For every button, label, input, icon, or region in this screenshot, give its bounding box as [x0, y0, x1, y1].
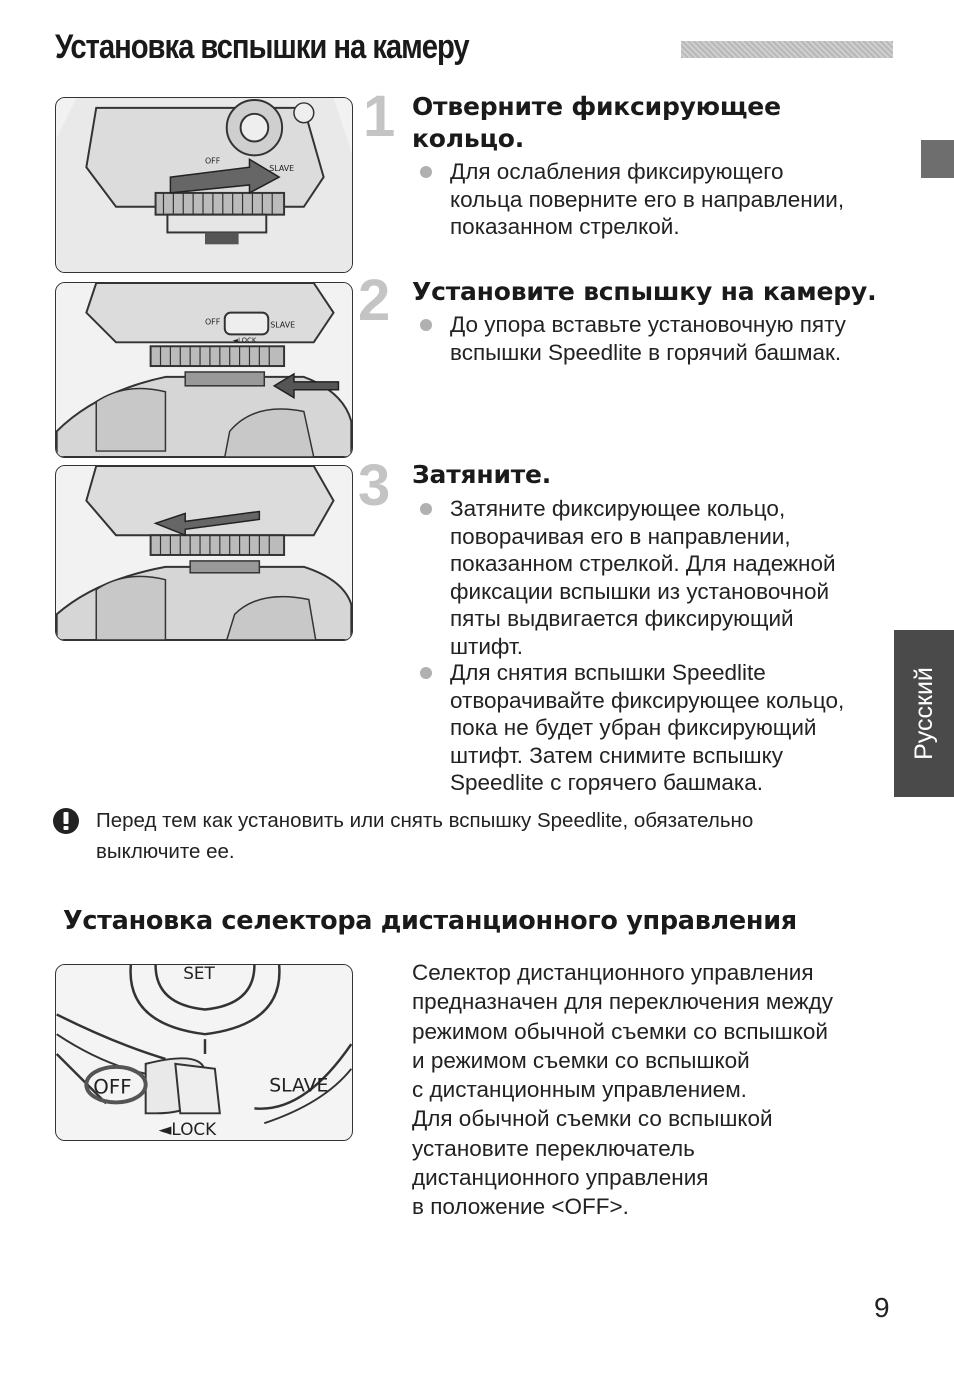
- svg-text:OFF: OFF: [204, 317, 221, 327]
- step-number-2: 2: [358, 268, 391, 333]
- caution-text: [96, 805, 856, 867]
- svg-text:◄LOCK: ◄LOCK: [232, 336, 257, 345]
- bullet-line: Затяните фиксирующее кольцо,: [450, 496, 786, 521]
- body-line: установите переключатель: [412, 1135, 695, 1161]
- section-title: Установка селектора дистанционного управления: [63, 906, 797, 936]
- step-1-title: [412, 91, 781, 155]
- title-decoration-bar: [681, 41, 893, 58]
- illustration-remote-selector: [55, 964, 353, 1141]
- body-line: Селектор дистанционного управления: [412, 960, 814, 985]
- set-label: SET: [183, 965, 215, 983]
- bullet-line: штифт.: [450, 633, 524, 659]
- step-3-title-line: Затяните.: [412, 460, 552, 489]
- section-body: [412, 958, 892, 1222]
- lock-label: ◄LOCK: [158, 1119, 217, 1140]
- svg-text:SLAVE: SLAVE: [269, 164, 295, 174]
- caution-line: выключите ее.: [96, 840, 235, 863]
- step-number-1: 1: [363, 84, 396, 149]
- body-line: Для обычной съемки со вспышкой: [412, 1106, 773, 1132]
- bullet-line: показанном стрелкой.: [450, 214, 680, 239]
- body-line: и режимом съемки со вспышкой: [412, 1047, 750, 1073]
- bullet-line: пяты выдвигается фиксирующий: [450, 606, 794, 631]
- bullet-line: Speedlite с горячего башмака.: [450, 770, 763, 795]
- step-1-title-line: Отверните фиксирующее: [412, 92, 781, 121]
- step-2-title: [412, 276, 876, 308]
- bullet-line: поворачивая его в направлении,: [450, 523, 791, 549]
- step-3-bullet-2: [420, 659, 890, 797]
- bullet-line: До упора вставьте установочную пяту: [450, 312, 846, 337]
- language-tab-label: Русский: [909, 667, 938, 760]
- illustration-step-2: [55, 282, 353, 458]
- remote-selector-image: [56, 965, 352, 1140]
- step-3-bullet-1: [420, 495, 890, 660]
- step-1-bullet: [420, 158, 890, 241]
- caution-icon: [52, 807, 80, 835]
- step-2-bullet: [420, 311, 890, 366]
- svg-text:SLAVE: SLAVE: [270, 320, 296, 330]
- body-line: режимом обычной съемки со вспышкой: [412, 1018, 828, 1044]
- language-tab[interactable]: [894, 630, 954, 797]
- bullet-line: пока не будет убран фиксирующий: [450, 715, 817, 740]
- body-line: с дистанционным управлением.: [412, 1077, 747, 1103]
- caution-line: Перед тем как установить или снять вспышку Speedlite, обязательно: [96, 809, 754, 832]
- bullet-line: кольца поверните его в направлении,: [450, 186, 845, 212]
- bullet-line: фиксации вспышки из установочной: [450, 578, 830, 604]
- bullet-line: отворачивайте фиксирующее кольцо,: [450, 687, 845, 713]
- page-title: Установка вспышки на камеру: [55, 28, 469, 66]
- page-number: 9: [874, 1292, 890, 1323]
- bullet-line: штифт. Затем снимите вспышку: [450, 742, 783, 768]
- off-label: OFF: [93, 1075, 132, 1099]
- bullet-line: Для ослабления фиксирующего: [450, 159, 784, 184]
- flash-tighten-image: [56, 466, 352, 640]
- illustration-step-1: [55, 97, 353, 273]
- body-line: в положение <OFF>.: [412, 1194, 629, 1220]
- flash-loosen-ring-image: [56, 98, 352, 272]
- svg-text:OFF: OFF: [204, 156, 221, 166]
- slave-label: SLAVE: [269, 1075, 329, 1097]
- illustration-step-3: [55, 465, 353, 641]
- step-2-title-line: Установите вспышку на камеру.: [412, 277, 877, 306]
- flash-attach-image: [56, 283, 352, 457]
- body-line: дистанционного управления: [412, 1165, 709, 1191]
- step-number-3: 3: [358, 453, 391, 518]
- bullet-line: вспышки Speedlite в горячий башмак.: [450, 339, 842, 365]
- step-3-title: [412, 459, 551, 491]
- body-line: предназначен для переключения между: [412, 989, 834, 1015]
- step-1-title-line: кольцо.: [412, 124, 525, 153]
- side-tab-marker: [921, 140, 954, 178]
- bullet-line: Для снятия вспышки Speedlite: [450, 660, 766, 685]
- bullet-line: показанном стрелкой. Для надежной: [450, 551, 836, 576]
